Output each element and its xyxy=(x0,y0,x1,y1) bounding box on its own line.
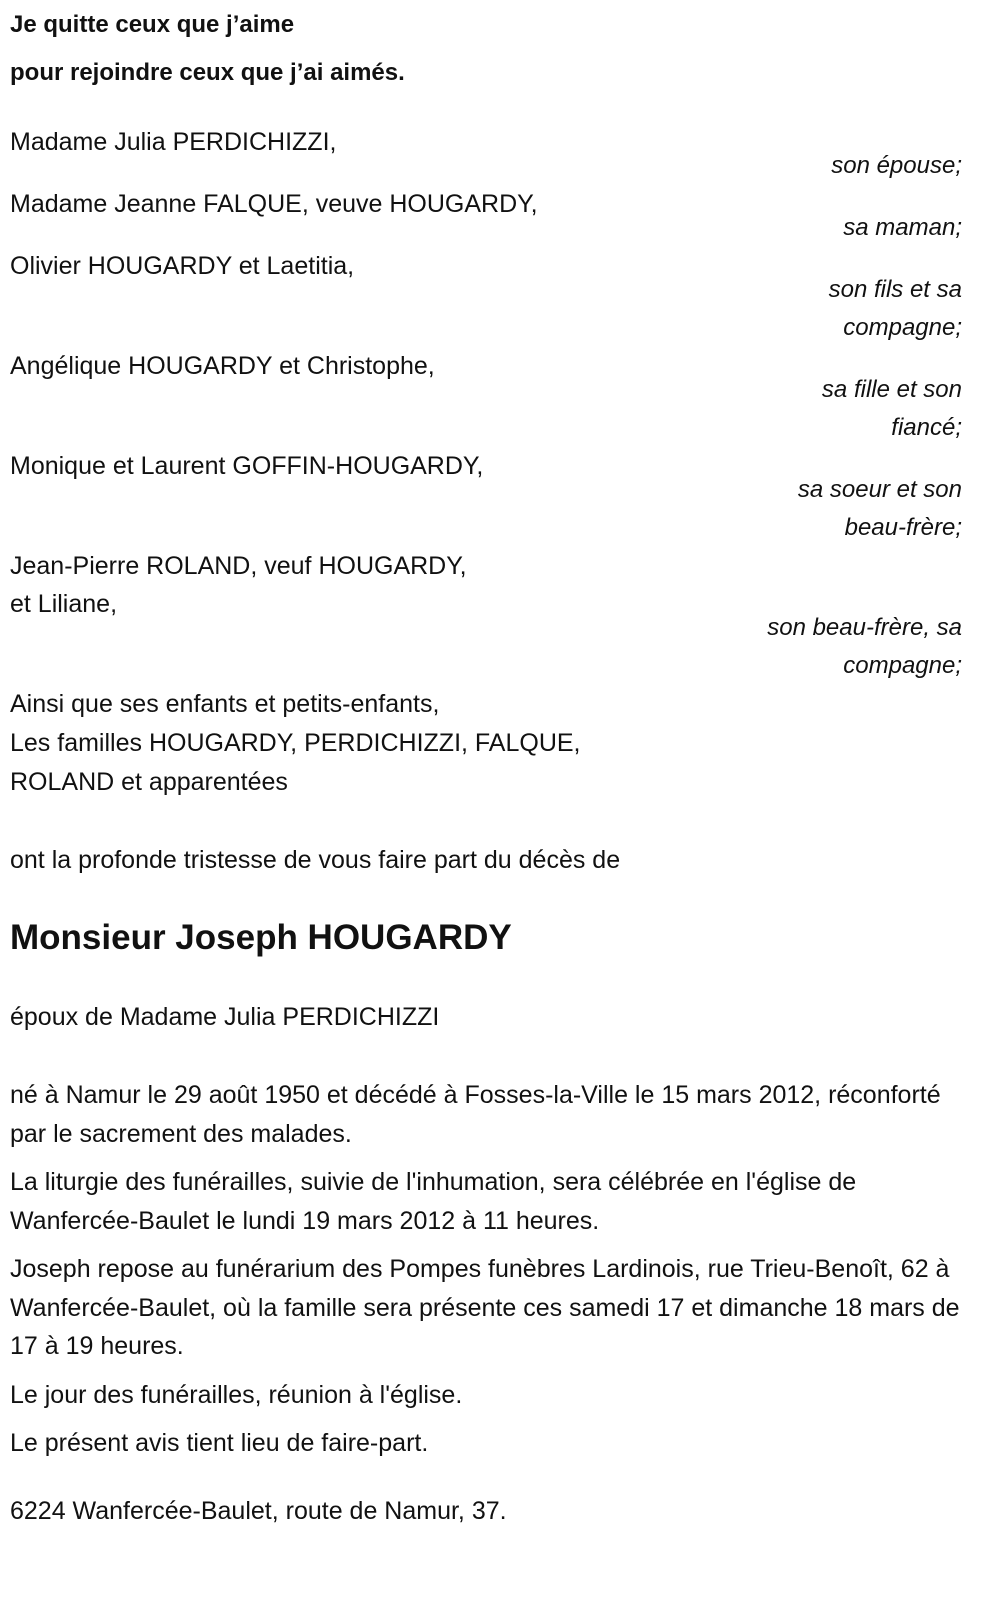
relation-line: sa soeur et son xyxy=(797,476,962,503)
family-member-name: et Liliane, xyxy=(10,590,118,618)
relation-line: beau-frère; xyxy=(844,514,962,541)
family-member-name: Madame Julia PERDICHIZZI, xyxy=(10,128,337,156)
family-member-name: Jean-Pierre ROLAND, veuf HOUGARDY, xyxy=(10,552,467,580)
detail-paragraph: Joseph repose au funérarium des Pompes funèbres Lardinois, rue Trieu-Benoît, 62 à Wanfercée-Baulet, où la famille sera présente ces samedi 17 et dimanche 18 mars de 17 à 19 heures. xyxy=(10,1255,960,1360)
family-entry xyxy=(10,247,962,347)
family-entry xyxy=(10,123,962,185)
relation-line: sa maman; xyxy=(843,214,962,241)
relatives-line: Ainsi que ses enfants et petits-enfants, xyxy=(10,690,440,718)
family-entry xyxy=(10,547,962,685)
relation-line: fiancé; xyxy=(891,414,962,441)
family-member-name: Madame Jeanne FALQUE, veuve HOUGARDY, xyxy=(10,190,538,218)
family-address: 6224 Wanfercée-Baulet, route de Namur, 37. xyxy=(10,1496,507,1525)
family-member-name: Monique et Laurent GOFFIN-HOUGARDY, xyxy=(10,452,484,480)
detail-paragraph: Le jour des funérailles, réunion à l'église. xyxy=(10,1380,463,1409)
relation-line: son épouse; xyxy=(831,152,962,179)
spouse-line: époux de Madame Julia PERDICHIZZI xyxy=(10,1003,440,1031)
relation-line: son beau-frère, sa xyxy=(767,614,962,641)
funeral-details xyxy=(10,1076,962,1463)
epigraph xyxy=(10,0,962,97)
relation-line: son fils et sa xyxy=(828,276,962,303)
deceased-name: Monsieur Joseph HOUGARDY xyxy=(10,918,512,957)
detail-paragraph: La liturgie des funérailles, suivie de l'inhumation, sera célébrée en l'église de Wanfercée-Baulet le lundi 19 mars 2012 à 11 heures. xyxy=(10,1168,857,1235)
family-relation xyxy=(10,609,962,685)
family-member-name: Angélique HOUGARDY et Christophe, xyxy=(10,352,435,380)
family-entry xyxy=(10,347,962,447)
announcement-text: ont la profonde tristesse de vous faire part du décès de xyxy=(10,846,621,874)
relation-line: compagne; xyxy=(843,652,962,679)
relatives-line: Les familles HOUGARDY, PERDICHIZZI, FALQUE, xyxy=(10,729,581,757)
relatives-line: ROLAND et apparentées xyxy=(10,768,288,796)
family-member-name: Olivier HOUGARDY et Laetitia, xyxy=(10,252,355,280)
relation-line: compagne; xyxy=(843,314,962,341)
family-entry xyxy=(10,185,962,247)
family-entry xyxy=(10,447,962,547)
epigraph-line: pour rejoindre ceux que j’ai aimés. xyxy=(10,59,405,86)
relation-line: sa fille et son xyxy=(821,376,962,403)
relatives-tail xyxy=(10,685,962,802)
detail-paragraph: né à Namur le 29 août 1950 et décédé à Fosses-la-Ville le 15 mars 2012, réconforté par le sacrement des malades. xyxy=(10,1081,941,1148)
detail-paragraph: Le présent avis tient lieu de faire-part. xyxy=(10,1429,429,1457)
family-list xyxy=(10,123,962,685)
epigraph-line: Je quitte ceux que j’aime xyxy=(10,11,295,38)
